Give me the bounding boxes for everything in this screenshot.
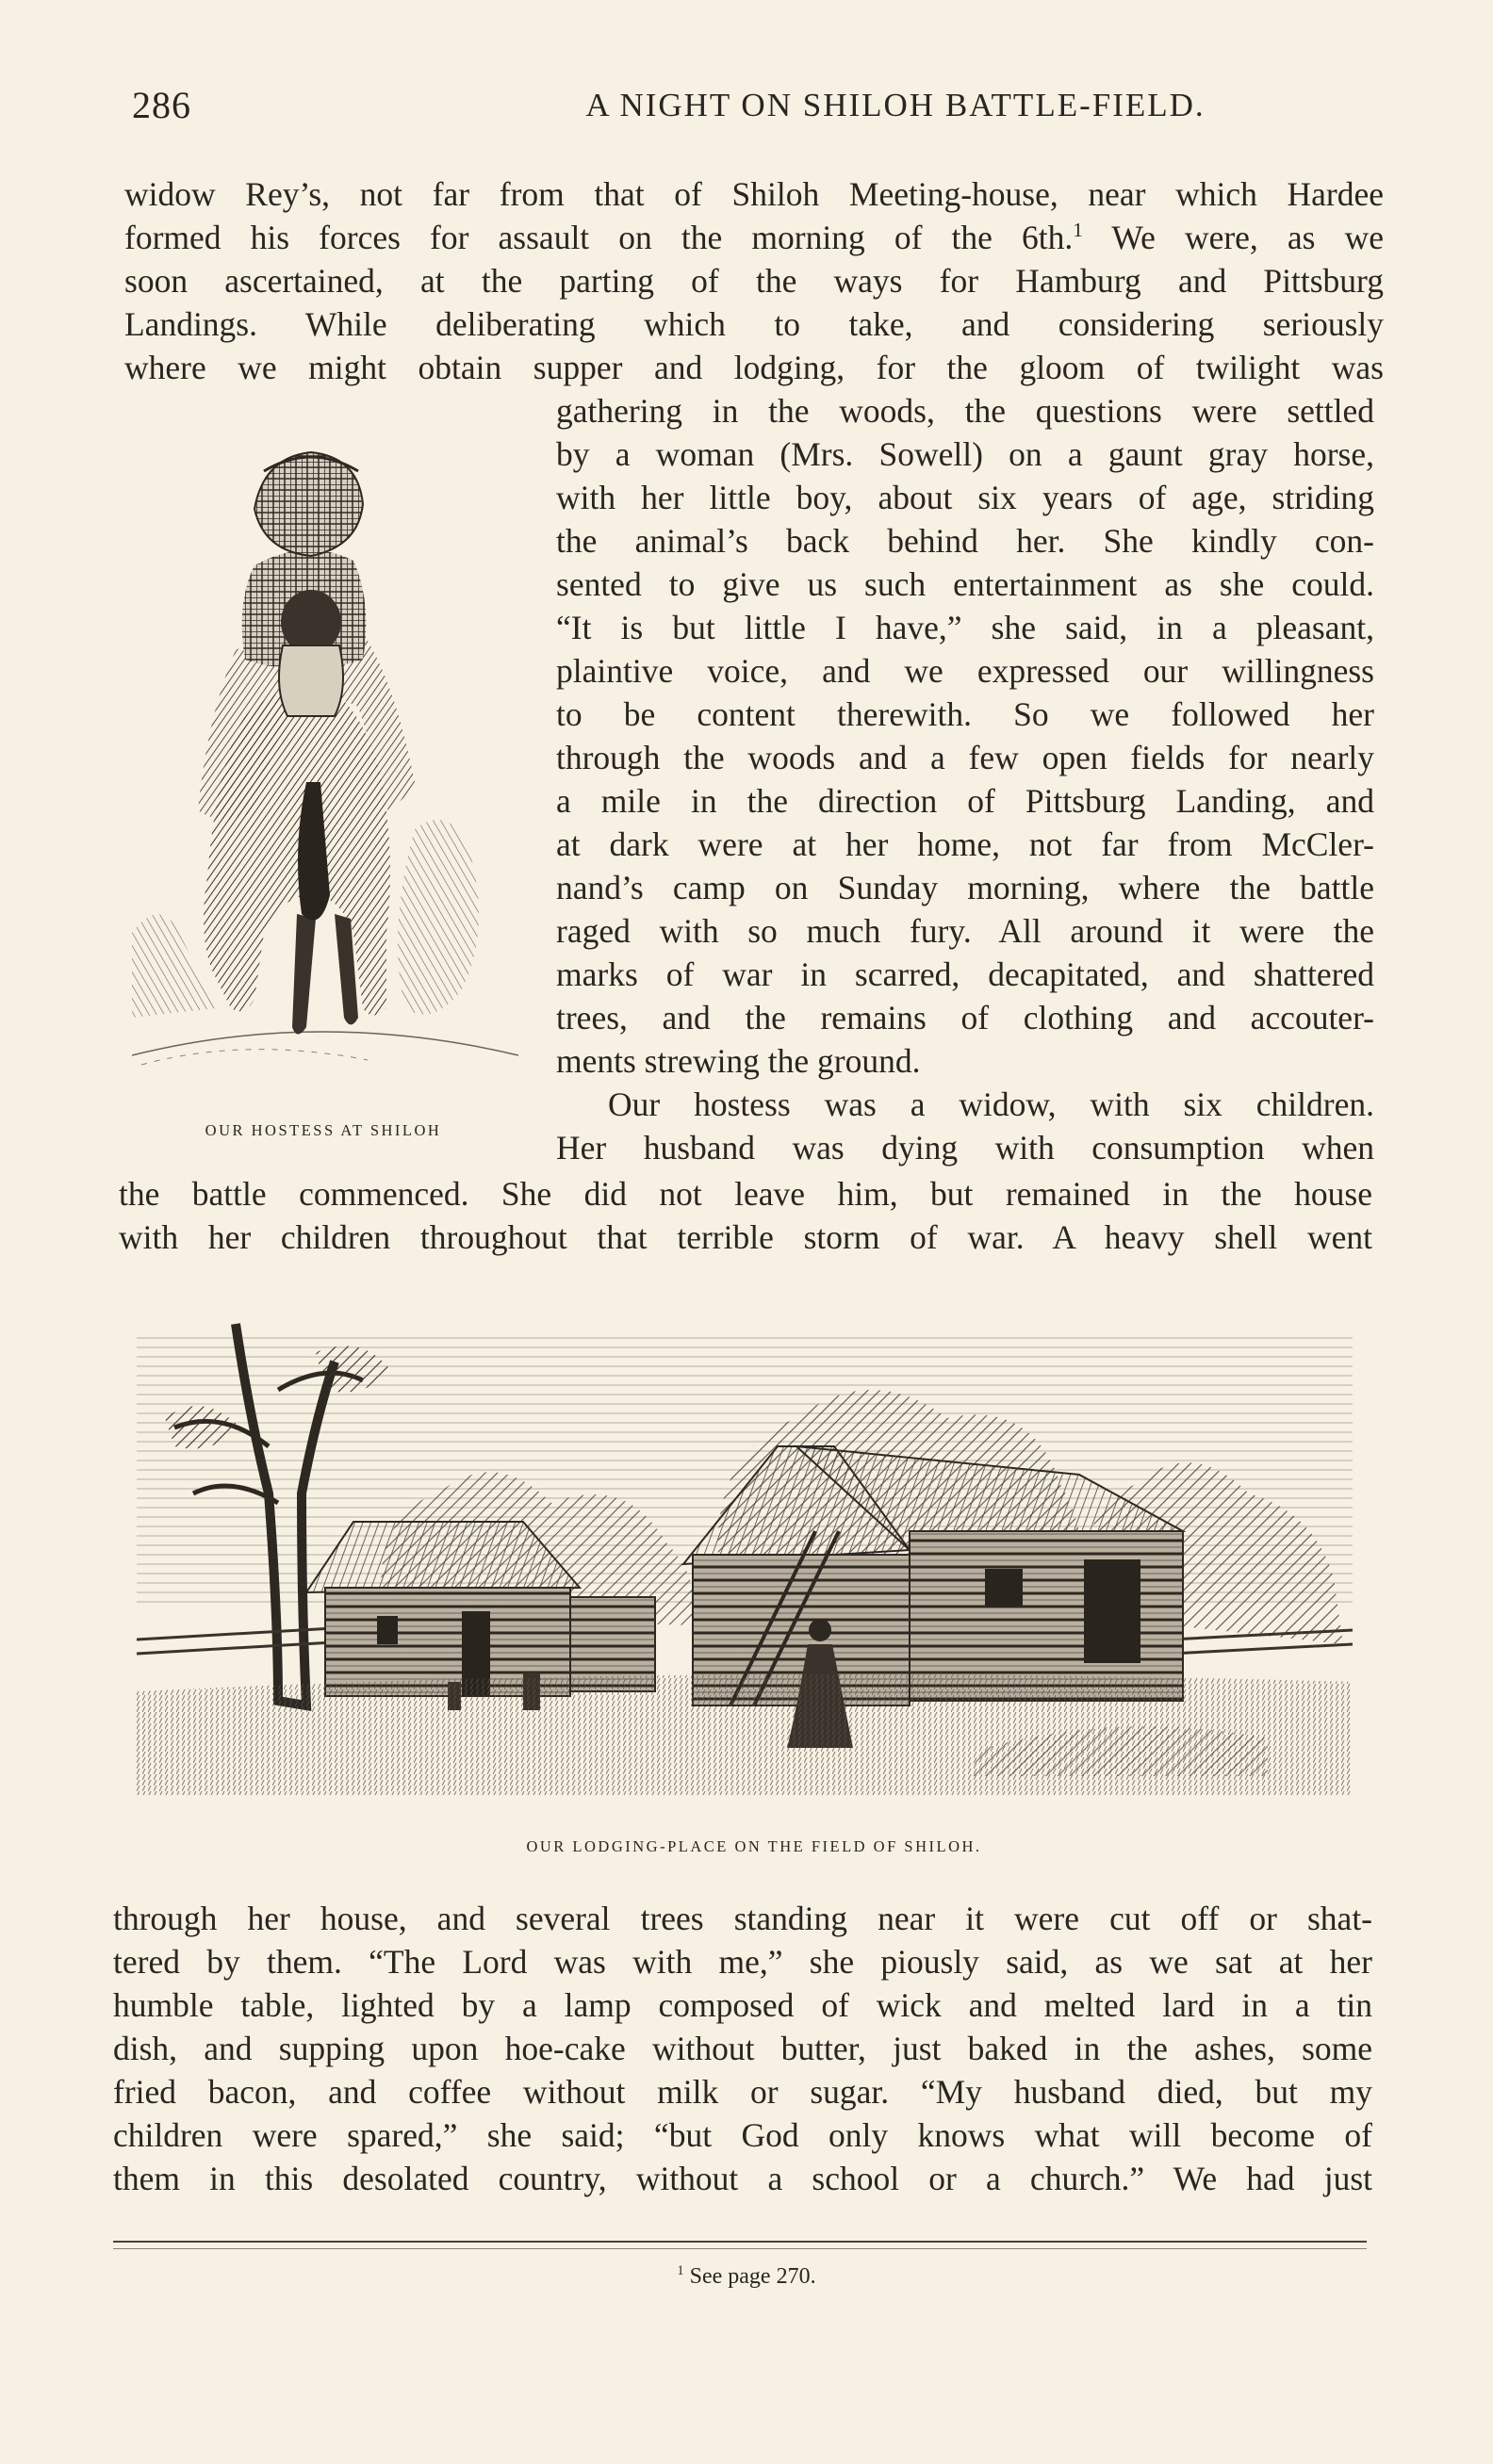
text-line: with her little boy, about six years of age, striding: [556, 479, 1374, 516]
page-number: 286: [132, 84, 191, 126]
paragraph-bottom: [113, 1897, 1372, 2200]
lodging-caption: OUR LODGING-PLACE ON THE FIELD OF SHILOH.: [526, 1837, 982, 1855]
text-line: [124, 216, 1384, 259]
text-line: dish, and supping upon hoe-cake without butter, just baked in the ashes, some: [113, 2030, 1372, 2067]
text-line: the battle commenced. She did not leave him, but remained in the house: [119, 1175, 1372, 1213]
paragraph-narrow: [556, 389, 1374, 1169]
text-line: “It is but little I have,” she said, in a pleasant,: [556, 609, 1374, 646]
text-line: soon ascertained, at the parting of the ways for Hamburg and Pittsburg: [124, 262, 1384, 300]
text-segment: We were, as we: [1082, 219, 1384, 256]
text-line: where we might obtain supper and lodging, for the gloom of twilight was: [124, 349, 1384, 386]
text-line: with her children throughout that terrible storm of war. A heavy shell went: [119, 1218, 1372, 1256]
text-line: by a woman (Mrs. Sowell) on a gaunt gray horse,: [556, 435, 1374, 473]
text-line: Our hostess was a widow, with six children.: [608, 1085, 1374, 1123]
text-line: through the woods and a few open fields for nearly: [556, 739, 1374, 776]
text-line: through her house, and several trees standing near it were cut off or shat-: [113, 1900, 1372, 1937]
paragraph-top: [124, 172, 1384, 389]
text-line: marks of war in scarred, decapitated, and shattered: [556, 955, 1374, 993]
running-head: A NIGHT ON SHILOH BATTLE-FIELD.: [585, 87, 1206, 123]
paragraph-after-figure: [119, 1172, 1372, 1259]
text-line: a mile in the direction of Pittsburg Landing, and: [556, 782, 1374, 820]
text-line: fried bacon, and coffee without milk or sugar. “My husband died, but my: [113, 2073, 1372, 2111]
lodging-illustration: [137, 1305, 1353, 1804]
text-line: widow Rey’s, not far from that of Shiloh Meeting-house, near which Hardee: [124, 175, 1384, 213]
footnote-reference: 1: [1073, 219, 1083, 242]
text-line: Landings. While deliberating which to take, and considering seriously: [124, 305, 1384, 343]
page-header: [132, 83, 1395, 130]
text-line: sented to give us such entertainment as she could.: [556, 565, 1374, 603]
hostess-illustration: [132, 405, 518, 1093]
footnote-text: See page 270.: [683, 2264, 816, 2289]
text-line: raged with so much fury. All around it were the: [556, 912, 1374, 950]
text-line: tered by them. “The Lord was with me,” she piously said, as we sat at her: [113, 1943, 1372, 1981]
footnote: [0, 2264, 1493, 2290]
footnote-marker: 1: [677, 2263, 684, 2278]
text-line: gathering in the woods, the questions were settled: [556, 392, 1374, 430]
text-line: ments strewing the ground.: [556, 1042, 921, 1080]
footnote-rule-thin: [113, 2248, 1367, 2249]
hostess-caption: OUR HOSTESS AT SHILOH: [205, 1121, 442, 1139]
footnote-rule: [113, 2241, 1367, 2243]
text-line: humble table, lighted by a lamp composed of wick and melted lard in a tin: [113, 1986, 1372, 2024]
text-line: them in this desolated country, without a school or a church.” We had just: [113, 2160, 1372, 2197]
text-line: trees, and the remains of clothing and accouter-: [556, 999, 1374, 1036]
text-line: the animal’s back behind her. She kindly con-: [556, 522, 1374, 560]
text-line: plaintive voice, and we expressed our willingness: [556, 652, 1374, 690]
text-line: at dark were at her home, not far from McCler-: [556, 825, 1374, 863]
text-line: children were spared,” she said; “but God only knows what will become of: [113, 2116, 1372, 2154]
text-line: Her husband was dying with consumption when: [556, 1129, 1374, 1167]
text-line: to be content therewith. So we followed her: [556, 695, 1374, 733]
text-segment: formed his forces for assault on the morning of the 6th.: [124, 219, 1074, 256]
text-line: nand’s camp on Sunday morning, where the battle: [556, 869, 1374, 906]
